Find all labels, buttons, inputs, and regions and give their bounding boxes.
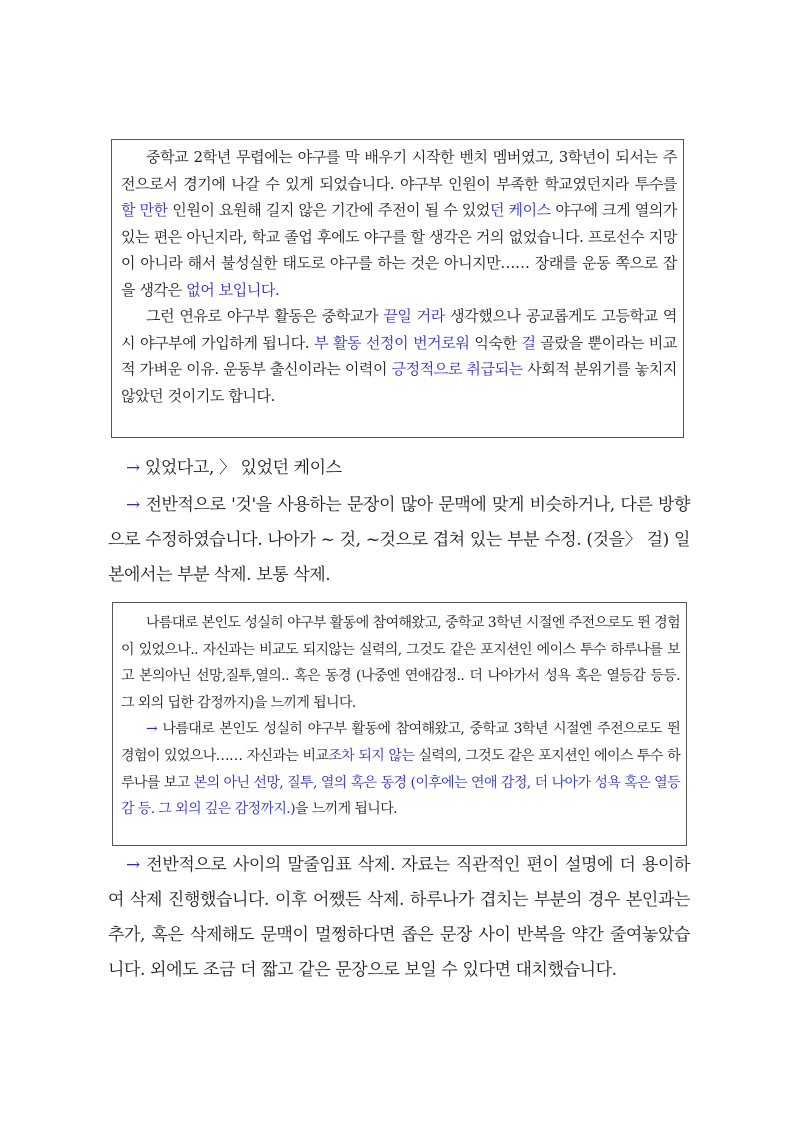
edited-run: 할 만한 bbox=[121, 201, 168, 219]
edited-run: 없어 보입니다. bbox=[186, 280, 280, 299]
revised-sentence bbox=[121, 716, 680, 822]
text-run: 생각했으나 공교롭게도 고등학교 역시 야구부에 가입하게 됩니다. bbox=[121, 307, 677, 352]
edited-run: 본의 아닌 선망, 질투, 열의 혹은 동경 (이후에는 연애 감정, 더 나아가 성욕 혹은 열등감 등. 그 외의 깊은 감정까지.) bbox=[121, 774, 680, 818]
edited-run: 조차 되지 않는 bbox=[328, 747, 415, 764]
text-run: 야구에 크게 열의가 있는 편은 아닌지라, 학교 졸업 후에도 야구를 할 생각은 거의 없었습니다. 프로선수 지망이 아니라 해서 불성실한 태도로 야구를 하는 것은 아니지만…… 장래를 운동 쪽으로 잡을 생각은 bbox=[121, 201, 678, 299]
text-run: 익숙한 bbox=[469, 333, 522, 352]
excerpt-paragraph-2 bbox=[121, 303, 677, 409]
arrow-icon: → bbox=[126, 458, 140, 478]
arrow-icon: → bbox=[126, 855, 140, 875]
comparison-excerpt-box bbox=[112, 602, 687, 846]
text-run: 실력의, 그것도 같은 포지션인 에이스 투수 하루나를 보고 bbox=[121, 747, 680, 791]
note-text: 있었다고, 〉 있었던 케이스 bbox=[139, 458, 342, 478]
note-text: 전반적으로 사이의 말줄임표 삭제. 자료는 직관적인 편이 설명에 더 용이하여 삭제 진행했습니다. 이후 어쨌든 삭제. 하루나가 겹치는 부분의 경우 본인과는 추가, 혹은 삭제해도 문맥이 멀쩡하다면 좁은 문장 사이 반복을 약간 줄여놓았습니다. 외에도 조금 더 짧고 같은 문장으로 보일 수 있다면 대치했습니다. bbox=[108, 855, 690, 980]
text-run: 그런 연유로 야구부 활동은 중학교가 bbox=[146, 307, 384, 325]
text-run: 중학교 2학년 무렵에는 야구를 막 배우기 시작한 벤치 멤버였고, 3학년이 되서는 주전으로서 경기에 나갈 수 있게 되었습니다. 야구부 인원이 부족한 학교였던지라 투수를 bbox=[121, 148, 677, 193]
original-sentence: 나름대로 본인도 성실히 야구부 활동에 참여해왔고, 중학교 3학년 시절엔 주전으로도 뛴 경험이 있었으나.. 자신과는 비교도 되지않는 실력의, 그것도 같은 포지션인 에이스 투수 하루나를 보고 본의아닌 선망,질투,열의.. 혹은 동경 (나중엔 연애감정.. 더 나아가서 성욕 혹은 열등감 등등. 그 외의 딥한 감정까지)을 느끼게 됩니다. bbox=[121, 615, 680, 711]
arrow-icon: → bbox=[126, 495, 140, 515]
edited-run: 끝일 거라 bbox=[383, 307, 445, 325]
text-run: 인원이 요원해 길지 않은 기간에 주전이 될 수 있었 bbox=[167, 201, 490, 219]
note-text: 전반적으로 '것'을 사용하는 문장이 많아 문맥에 맞게 비슷하거나, 다른 방향으로 수정하였습니다. 나아가 ~ 것, ~것으로 겹쳐 있는 부분 수정. (것을〉 걸) 일본에서는 부분 삭제. 보통 삭제. bbox=[108, 495, 690, 585]
text-run: 사회적 분위기를 놓치지 않았던 것이기도 합니다. bbox=[121, 360, 677, 405]
text-run: 골랐을 뿐이라는 비교적 가벼운 이유. 운동부 출신이라는 이력이 bbox=[121, 333, 677, 378]
excerpt-paragraph-1 bbox=[121, 144, 677, 303]
text-run: 을 느끼게 됩니다. bbox=[294, 801, 398, 818]
edit-note-2 bbox=[108, 488, 690, 593]
edited-run: 긍정적으로 취급되는 bbox=[391, 360, 523, 378]
edited-run: 부 활동 선정이 번거로워 bbox=[313, 333, 470, 352]
edited-run: 던 케이스 bbox=[489, 201, 551, 219]
edited-run: 걸 bbox=[521, 333, 536, 352]
edit-note-3 bbox=[108, 848, 690, 988]
original-excerpt-box bbox=[111, 139, 684, 438]
text-run: 나름대로 본인도 성실히 야구부 활동에 참여해왔고, 중학교 3학년 시절엔 주전으로도 뛴 경험이 있었으나…… 자신과는 비교 bbox=[121, 721, 680, 764]
arrow-icon: → bbox=[146, 721, 158, 738]
edit-note-1 bbox=[108, 451, 690, 486]
